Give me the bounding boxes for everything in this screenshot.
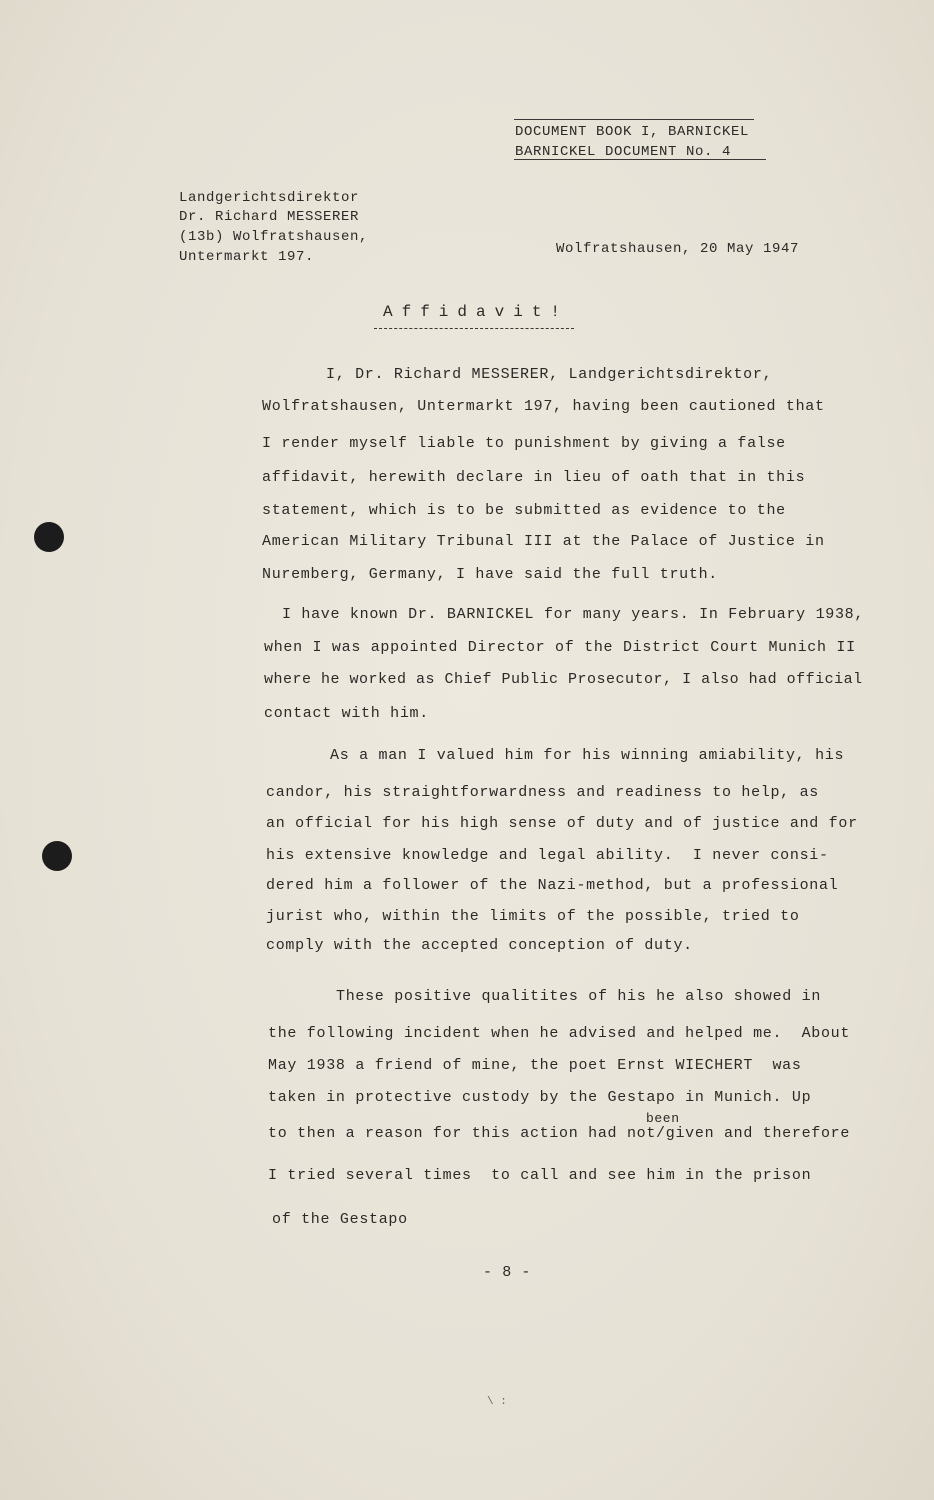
header-top-rule bbox=[514, 119, 754, 120]
body-line: comply with the accepted conception of duty. bbox=[266, 937, 693, 954]
interlinear-insertion: been bbox=[646, 1111, 680, 1126]
body-line: when I was appointed Director of the District Court Munich II bbox=[264, 639, 856, 656]
body-line: statement, which is to be submitted as evidence to the bbox=[262, 502, 786, 519]
body-line: I, Dr. Richard MESSERER, Landgerichtsdirektor, bbox=[326, 366, 773, 383]
body-line: dered him a follower of the Nazi-method, but a professional bbox=[266, 877, 839, 894]
body-line: As a man I valued him for his winning amiability, his bbox=[330, 747, 845, 764]
document-title: Affidavit! bbox=[383, 303, 570, 321]
body-line: Nuremberg, Germany, I have said the full truth. bbox=[262, 566, 718, 583]
body-line: I render myself liable to punishment by giving a false bbox=[262, 435, 786, 452]
body-line: jurist who, within the limits of the possible, tried to bbox=[266, 908, 800, 925]
place-date: Wolfratshausen, 20 May 1947 bbox=[556, 241, 800, 257]
sender-city: (13b) Wolfratshausen, bbox=[179, 229, 369, 245]
document-number-label: BARNICKEL DOCUMENT No. 4 bbox=[515, 144, 732, 160]
body-line: I tried several times to call and see him in the prison bbox=[268, 1167, 812, 1184]
body-line: where he worked as Chief Public Prosecutor, I also had official bbox=[264, 671, 863, 688]
document-book-label: DOCUMENT BOOK I, BARNICKEL bbox=[515, 124, 750, 140]
body-line: Wolfratshausen, Untermarkt 197, having been cautioned that bbox=[262, 398, 825, 415]
body-line: taken in protective custody by the Gestapo in Munich. Up bbox=[268, 1089, 812, 1106]
body-line: contact with him. bbox=[264, 705, 429, 722]
body-line: candor, his straightforwardness and readiness to help, as bbox=[266, 784, 819, 801]
body-line: the following incident when he advised and helped me. About bbox=[268, 1025, 851, 1042]
punch-hole bbox=[34, 522, 64, 552]
sender-street: Untermarkt 197. bbox=[179, 249, 315, 265]
sender-name: Dr. Richard MESSERER bbox=[179, 209, 360, 225]
body-line: May 1938 a friend of mine, the poet Ernst WIECHERT was bbox=[268, 1057, 802, 1074]
page-number: - 8 - bbox=[483, 1264, 532, 1281]
body-line: to then a reason for this action had not/given and therefore bbox=[268, 1125, 851, 1142]
sender-title: Landgerichtsdirektor bbox=[179, 190, 360, 206]
body-line: an official for his high sense of duty and of justice and for bbox=[266, 815, 858, 832]
footer-mark: \ : bbox=[487, 1396, 507, 1408]
body-line: affidavit, herewith declare in lieu of oath that in this bbox=[262, 469, 806, 486]
body-line: These positive qualitites of his he also showed in bbox=[336, 988, 822, 1005]
title-underline bbox=[374, 328, 574, 329]
body-line: I have known Dr. BARNICKEL for many years. In February 1938, bbox=[282, 606, 865, 623]
body-line: American Military Tribunal III at the Palace of Justice in bbox=[262, 533, 825, 550]
body-line: of the Gestapo bbox=[272, 1211, 408, 1228]
punch-hole bbox=[42, 841, 72, 871]
header-underline bbox=[514, 159, 766, 160]
body-line: his extensive knowledge and legal ability. I never consi- bbox=[266, 847, 829, 864]
